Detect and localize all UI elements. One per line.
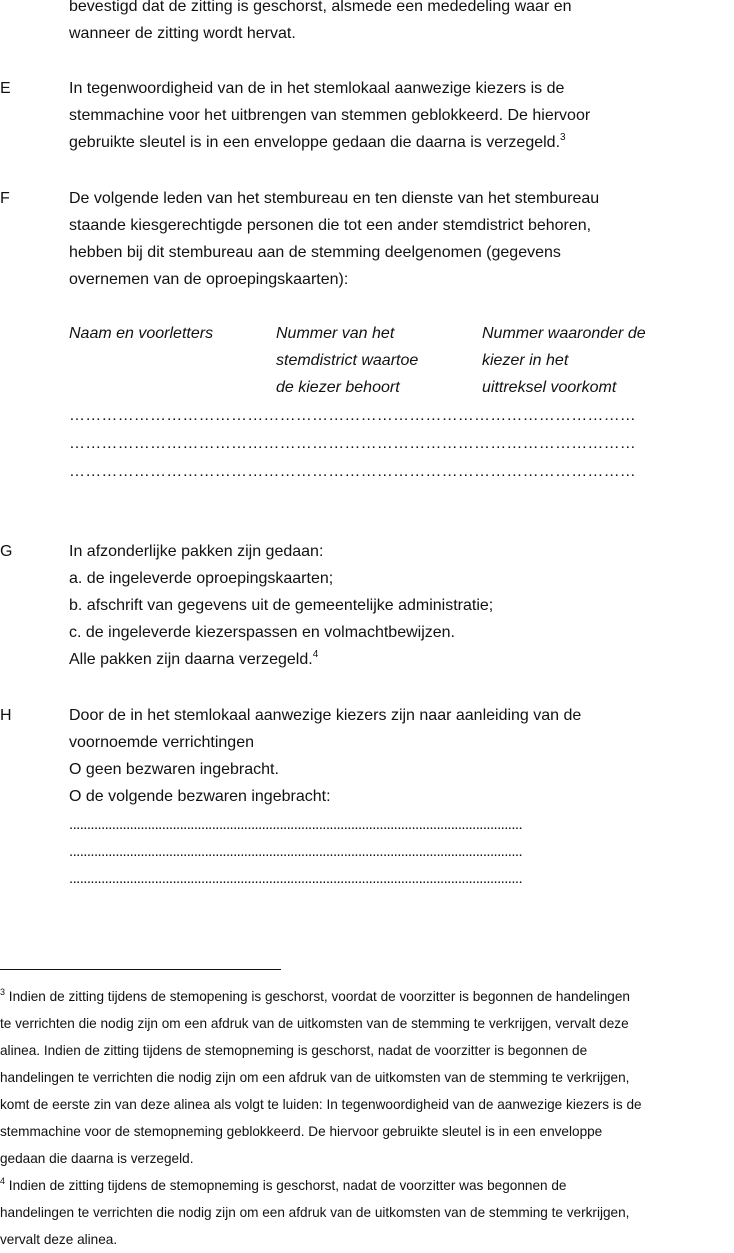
paragraph-line: staande kiesgerechtigde personen die tot een ander stemdistrict behoren,	[69, 217, 592, 234]
column-header-district: Nummer van het stemdistrict waartoe de kiezer behoort	[276, 325, 419, 396]
section-letter-e: E	[0, 80, 11, 97]
paragraph-line: In tegenwoordigheid van de in het stemlokaal aanwezige kiezers is de	[69, 80, 565, 97]
checkbox-option-no-objections[interactable]: O geen bezwaren ingebracht.	[69, 761, 279, 778]
dotted-fill-line[interactable]: ...............................................................................................................................	[69, 870, 523, 887]
paragraph-line: In afzonderlijke pakken zijn gedaan:	[69, 543, 324, 560]
column-header-name: Naam en voorletters	[69, 325, 214, 342]
list-item: b. afschrift van gegevens uit de gemeentelijke administratie;	[69, 597, 494, 614]
dotted-fill-line[interactable]: ...............................................................................................................................	[69, 843, 523, 860]
checkbox-option-objections[interactable]: O de volgende bezwaren ingebracht:	[69, 788, 331, 805]
footnote-separator	[0, 969, 281, 970]
section-f-paragraph	[69, 185, 709, 293]
section-h-paragraph	[69, 702, 709, 810]
section-letter-g: G	[0, 543, 13, 560]
footnote-4: $^4$ Indien de zitting tijdens de stemopneming is geschorst, nadat de voorzitter was begonnen de handelingen te verrichten die nodig zijn om een afdruk van de uitkomsten van de stemming te verkrijgen, vervalt deze alinea.	[0, 1176, 630, 1247]
section-letter-h: H	[0, 707, 12, 724]
section-e-paragraph	[69, 75, 709, 156]
footnote-ref-4: 4	[312, 649, 319, 660]
column-header-extract-number: Nummer waaronder de kiezer in het uittreksel voorkomt	[482, 325, 646, 396]
paragraph-line: stemmachine voor het uitbrengen van stemmen geblokkeerd. De hiervoor	[69, 107, 591, 124]
voter-table-header	[69, 320, 709, 401]
continuation-paragraph	[69, 0, 709, 47]
dotted-fill-line[interactable]: ...............................................................................................................................	[69, 816, 523, 833]
footnote-number: 3	[0, 987, 6, 997]
paragraph-line: bevestigd dat de zitting is geschorst, alsmede een mededeling waar en	[69, 0, 572, 15]
paragraph-line: hebben bij dit stembureau aan de stemming deelgenomen (gegevens	[69, 244, 561, 261]
list-item: c. de ingeleverde kiezerspassen en volmachtbewijzen.	[69, 624, 455, 641]
list-item: a. de ingeleverde oproepingskaarten;	[69, 570, 334, 587]
paragraph-line: voornoemde verrichtingen	[69, 734, 254, 751]
footnote-ref-3: 3	[560, 132, 566, 143]
dotted-fill-line[interactable]: ……………………………………………………………………………………………	[69, 407, 636, 424]
section-g-paragraph	[69, 538, 709, 673]
paragraph-line: overnemen van de oproepingskaarten):	[69, 271, 349, 288]
footnote-number: 4	[0, 1176, 6, 1186]
dotted-fill-line[interactable]: ……………………………………………………………………………………………	[69, 435, 636, 452]
paragraph-line: Door de in het stemlokaal aanwezige kiezers zijn naar aanleiding van de	[69, 707, 582, 724]
paragraph-line: De volgende leden van het stembureau en ten dienste van het stembureau	[69, 190, 600, 207]
footnote-3: $^3$ Indien de zitting tijdens de stemopening is geschorst, voordat de voorzitter is begonnen de handelingen te verrichten die nodig zijn om een afdruk van de uitkomsten van de stemming te verkrijgen, vervalt deze alinea. Indien de zitting tijdens de stemopneming is geschorst, nadat de voorzitter is begonnen de handelingen te verrichten die nodig zijn om een afdruk van de uitkomsten van de stemming te verkrijgen, komt de eerste zin van deze alinea als volgt te luiden: In tegenwoordigheid van de aanwezige kiezers is de stemmachine voor de stemopneming geblokkeerd. De hiervoor gebruikte sleutel is in een enveloppe gedaan die daarna is verzegeld.	[0, 987, 642, 1166]
paragraph-line: Alle pakken zijn daarna verzegeld.$^4$	[69, 649, 319, 668]
paragraph-line: gebruikte sleutel is in een enveloppe gedaan die daarna is verzegeld.$^3$	[69, 132, 566, 151]
section-letter-f: F	[0, 190, 10, 207]
paragraph-line: wanneer de zitting wordt hervat.	[69, 25, 296, 42]
dotted-fill-line[interactable]: ……………………………………………………………………………………………	[69, 463, 636, 480]
